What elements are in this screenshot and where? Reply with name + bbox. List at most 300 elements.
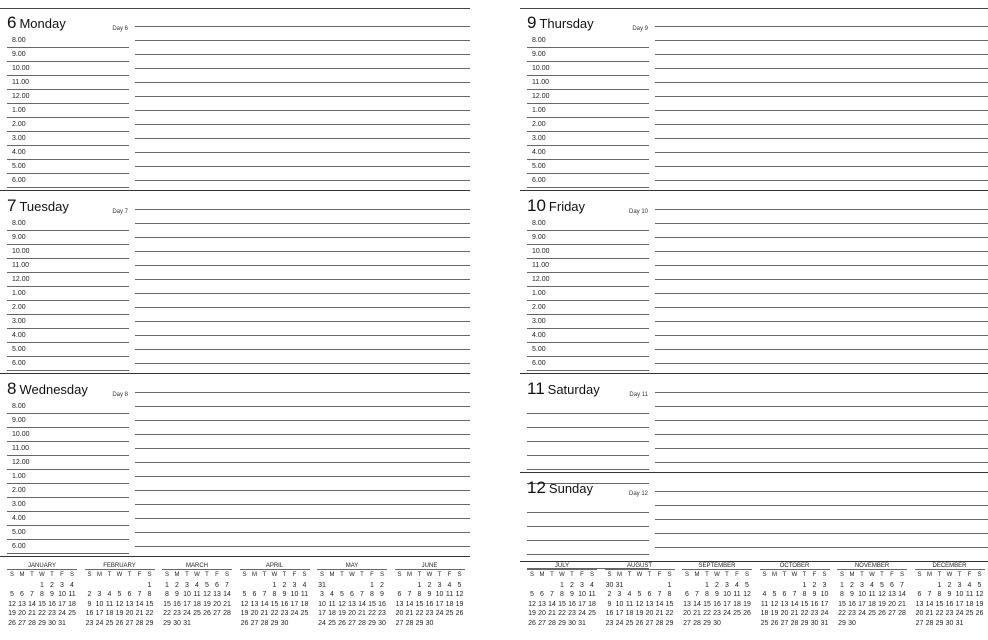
calendar-date: 4: [967, 581, 972, 589]
hour-slot[interactable]: 12.00: [527, 273, 649, 287]
hour-slot[interactable]: 2.00: [7, 301, 129, 315]
hour-slot[interactable]: 10.00: [7, 428, 129, 442]
hour-slot[interactable]: 6.00: [7, 174, 129, 188]
note-line[interactable]: [135, 491, 470, 505]
calendar-date: 10: [95, 600, 104, 608]
calendar-date: 8: [417, 591, 422, 598]
hour-slot[interactable]: 8.00: [527, 217, 649, 231]
note-line[interactable]: [135, 379, 470, 393]
calendar-date: 28: [898, 610, 906, 617]
calendar-date: 6: [917, 591, 922, 598]
calendar-date: 15: [665, 600, 674, 608]
calendar-date: 6: [890, 581, 894, 589]
calendar-date: [212, 619, 222, 629]
hour-slot[interactable]: 4.00: [7, 512, 129, 526]
note-line[interactable]: [655, 308, 988, 322]
hour-slot[interactable]: [527, 456, 649, 470]
day-date: [7, 379, 88, 400]
calendar-date: 9: [380, 591, 384, 598]
note-line[interactable]: [135, 196, 470, 210]
calendar-date: [625, 581, 635, 591]
note-line[interactable]: [655, 196, 988, 210]
calendar-date: 30: [48, 619, 56, 627]
note-line[interactable]: [135, 308, 470, 322]
calendar-date: 23: [605, 619, 614, 627]
weekday-initial: M: [849, 572, 855, 578]
hour-slot[interactable]: [527, 499, 649, 513]
note-line[interactable]: [135, 55, 470, 69]
calendar-date: 28: [223, 610, 231, 617]
calendar-date: 28: [925, 619, 934, 627]
note-line[interactable]: [655, 449, 988, 463]
calendar-date: 1: [165, 581, 169, 589]
calendar-date: 22: [800, 610, 809, 617]
calendar-date: 21: [790, 610, 799, 617]
calendar-date: 11: [733, 591, 741, 598]
note-line[interactable]: [655, 520, 988, 534]
note-line[interactable]: [135, 266, 470, 280]
calendar-date: 28: [405, 619, 414, 627]
day-divider: [0, 373, 470, 374]
calendar-date: [965, 619, 975, 629]
hour-slot[interactable]: 9.00: [527, 231, 649, 245]
note-line[interactable]: [655, 492, 988, 506]
mini-calendar-january: [7, 562, 77, 628]
note-line[interactable]: [655, 435, 988, 449]
hour-slot[interactable]: [527, 513, 649, 527]
calendar-date: 18: [300, 600, 309, 608]
calendar-date: 11: [105, 600, 114, 608]
calendar-date: 11: [625, 600, 634, 608]
calendar-date: 13: [780, 600, 789, 608]
hour-slot[interactable]: 2.00: [7, 484, 129, 498]
weekday-initial: T: [937, 572, 942, 578]
note-line[interactable]: [135, 139, 470, 153]
note-line[interactable]: [655, 167, 988, 181]
note-line[interactable]: [135, 336, 470, 350]
calendar-date: 14: [260, 600, 269, 608]
calendar-date: 14: [925, 600, 934, 608]
hour-slot[interactable]: 2.00: [527, 118, 649, 132]
hour-slot[interactable]: 9.00: [7, 231, 129, 245]
calendar-date: 29: [163, 619, 171, 627]
note-line[interactable]: [655, 266, 988, 280]
calendar-date: 13: [250, 600, 259, 608]
day-date: [527, 478, 593, 499]
note-line[interactable]: [135, 97, 470, 111]
hour-slot[interactable]: 5.00: [527, 160, 649, 174]
calendar-date: 29: [665, 619, 674, 627]
weekday-initial: T: [550, 572, 554, 578]
hour-slot[interactable]: 10.00: [7, 245, 129, 259]
calendar-date: 23: [713, 610, 721, 617]
hour-slot[interactable]: 2.00: [527, 301, 649, 315]
calendar-date: 24: [95, 619, 104, 627]
calendar-date: 12: [338, 600, 346, 608]
calendar-date: 20: [18, 610, 26, 617]
day-number: 8: [7, 379, 17, 398]
weekday-initial: S: [302, 572, 307, 578]
calendar-date: 2: [812, 581, 817, 589]
calendar-date: 21: [135, 610, 144, 617]
hour-slot[interactable]: 4.00: [527, 329, 649, 343]
hour-slot[interactable]: 1.00: [7, 470, 129, 484]
calendar-date: 25: [625, 619, 634, 627]
calendar-date: [125, 581, 135, 591]
calendar-date: 9: [715, 591, 719, 598]
hour-slot[interactable]: 3.00: [7, 315, 129, 329]
hour-slot[interactable]: 9.00: [7, 48, 129, 62]
calendar-date: 2: [87, 591, 92, 598]
hour-slot[interactable]: [527, 541, 649, 555]
weekday-initial: W: [791, 572, 798, 578]
hour-slot[interactable]: 3.00: [7, 132, 129, 146]
note-line[interactable]: [135, 153, 470, 167]
hour-slot[interactable]: 11.00: [527, 259, 649, 273]
calendar-date: 12: [635, 600, 644, 608]
weekday-initial: M: [407, 572, 412, 578]
note-line[interactable]: [135, 505, 470, 519]
left-planner-page: [0, 0, 470, 640]
note-line[interactable]: [135, 322, 470, 336]
hour-slot[interactable]: 12.00: [7, 273, 129, 287]
calendar-date: 2: [427, 581, 432, 589]
calendar-date: 12: [743, 591, 751, 598]
hour-slot[interactable]: [527, 428, 649, 442]
weekday-initial: S: [224, 572, 229, 578]
note-line[interactable]: [135, 167, 470, 181]
calendar-date: 17: [318, 610, 326, 617]
calendar-date: 29: [38, 619, 46, 627]
hour-slots: [7, 34, 129, 188]
note-line[interactable]: [655, 280, 988, 294]
calendar-date: 21: [223, 600, 231, 608]
note-line[interactable]: [655, 69, 988, 83]
calendar-date: 6: [252, 591, 257, 598]
note-line[interactable]: [135, 280, 470, 294]
calendar-date: 10: [183, 591, 191, 598]
calendar-date: 11: [965, 591, 974, 598]
calendar-date: [260, 581, 270, 591]
calendar-date: 12: [8, 600, 16, 608]
calendar-date: 2: [715, 581, 719, 589]
hour-slot[interactable]: 3.00: [7, 498, 129, 512]
hour-slot[interactable]: 11.00: [7, 442, 129, 456]
day-of-year-label: Day 8: [112, 392, 128, 398]
calendar-date: 8: [667, 591, 672, 598]
calendar-date: 1: [272, 581, 277, 589]
weekday-initial: W: [116, 572, 123, 578]
calendar-date: 22: [38, 610, 46, 617]
note-line[interactable]: [655, 393, 988, 407]
weekday-initial: T: [802, 572, 807, 578]
calendar-date: 13: [915, 600, 924, 608]
calendar-date: 25: [868, 610, 876, 617]
note-line[interactable]: [655, 379, 988, 393]
note-line[interactable]: [655, 83, 988, 97]
calendar-date: [395, 581, 405, 591]
weekday-initial: S: [762, 572, 767, 578]
note-line[interactable]: [655, 139, 988, 153]
hour-slot[interactable]: 6.00: [527, 357, 649, 371]
note-line[interactable]: [135, 393, 470, 407]
note-line[interactable]: [135, 294, 470, 308]
day-block-wednesday: [0, 379, 470, 557]
note-line[interactable]: [655, 125, 988, 139]
note-line[interactable]: [655, 506, 988, 520]
hour-slot[interactable]: 4.00: [7, 329, 129, 343]
calendar-date: 4: [447, 581, 452, 589]
calendar-date: 16: [85, 610, 94, 617]
calendar-date: 15: [38, 600, 46, 608]
calendar-date: 24: [615, 619, 624, 627]
hour-slot[interactable]: 9.00: [527, 48, 649, 62]
hour-slot[interactable]: 11.00: [7, 76, 129, 90]
hour-slot[interactable]: 3.00: [527, 315, 649, 329]
calendar-date: 2: [380, 581, 384, 589]
calendar-date: 26: [770, 619, 779, 627]
note-lines: [655, 478, 988, 548]
calendar-date: 3: [860, 581, 864, 589]
weekday-initial: F: [890, 572, 894, 578]
calendar-date: 25: [760, 619, 769, 627]
hour-slot[interactable]: 5.00: [7, 343, 129, 357]
calendar-date: 3: [725, 581, 729, 589]
hour-slot[interactable]: 12.00: [7, 90, 129, 104]
calendar-date: 24: [858, 610, 866, 617]
hour-slot[interactable]: 11.00: [527, 76, 649, 90]
note-line[interactable]: [135, 13, 470, 27]
calendar-date: 15: [163, 600, 171, 608]
calendar-date: 10: [820, 591, 829, 598]
month-name: JUNE: [395, 562, 465, 570]
day-name: Thursday: [539, 16, 594, 31]
calendar-date: 3: [320, 591, 324, 598]
hour-slot[interactable]: [527, 414, 649, 428]
note-line[interactable]: [135, 519, 470, 533]
note-line[interactable]: [135, 449, 470, 463]
day-divider: [0, 190, 470, 191]
hour-slot[interactable]: 2.00: [7, 118, 129, 132]
calendar-date: 1: [370, 581, 374, 589]
calendar-date: 13: [18, 600, 26, 608]
calendar-date: 7: [657, 591, 662, 598]
calendar-date: 12: [455, 591, 464, 598]
hour-slot[interactable]: 6.00: [7, 357, 129, 371]
calendar-date: 5: [880, 581, 884, 589]
note-line[interactable]: [135, 252, 470, 266]
weekday-initial: F: [580, 572, 584, 578]
note-line[interactable]: [135, 41, 470, 55]
calendar-date: 25: [588, 610, 596, 617]
weekday-initial: S: [667, 572, 672, 578]
note-line[interactable]: [135, 224, 470, 238]
calendar-date: 13: [395, 600, 404, 608]
note-line[interactable]: [135, 238, 470, 252]
calendar-date: 17: [183, 600, 191, 608]
hour-slot[interactable]: 12.00: [7, 456, 129, 470]
calendar-date: 9: [570, 591, 574, 598]
calendar-date: 19: [770, 610, 779, 617]
calendar-date: 10: [723, 591, 731, 598]
note-line[interactable]: [655, 224, 988, 238]
hour-slot[interactable]: 5.00: [527, 343, 649, 357]
note-line[interactable]: [655, 421, 988, 435]
hour-slot[interactable]: 8.00: [7, 34, 129, 48]
hour-slot[interactable]: 10.00: [7, 62, 129, 76]
note-line[interactable]: [655, 252, 988, 266]
hour-slot[interactable]: 4.00: [527, 146, 649, 160]
hour-slot[interactable]: 6.00: [7, 540, 129, 554]
calendar-date: 15: [415, 600, 424, 608]
calendar-date: 5: [977, 581, 982, 589]
note-line[interactable]: [655, 350, 988, 364]
weekday-initial: M: [772, 572, 777, 578]
hour-slot[interactable]: 12.00: [527, 90, 649, 104]
calendar-date: 9: [282, 591, 287, 598]
calendar-date: 10: [58, 591, 66, 598]
note-line[interactable]: [135, 463, 470, 477]
calendar-date: 12: [528, 600, 536, 608]
calendar-date: 23: [425, 610, 434, 617]
calendar-date: 25: [300, 610, 309, 617]
weekday-initial: W: [559, 572, 565, 578]
calendar-date: 8: [272, 591, 277, 598]
calendar-date: 24: [290, 610, 299, 617]
calendar-date: 22: [838, 610, 846, 617]
calendar-date: 8: [802, 591, 807, 598]
month-name: FEBRUARY: [85, 562, 155, 570]
mini-calendar-june: [395, 562, 465, 628]
note-line[interactable]: [135, 533, 470, 547]
calendar-date: [742, 619, 752, 629]
note-line[interactable]: [135, 350, 470, 364]
calendar-date: 8: [165, 591, 169, 598]
hour-slot[interactable]: 4.00: [7, 146, 129, 160]
calendar-date: 9: [850, 591, 854, 598]
note-line[interactable]: [655, 13, 988, 27]
note-line[interactable]: [655, 55, 988, 69]
calendar-date: 31: [578, 619, 586, 627]
hour-slot[interactable]: 1.00: [7, 287, 129, 301]
calendar-date: 4: [107, 591, 112, 598]
hour-slot[interactable]: 8.00: [7, 217, 129, 231]
month-name: JULY: [527, 562, 597, 570]
note-line[interactable]: [655, 27, 988, 41]
day-number: 7: [7, 196, 17, 215]
calendar-date: 12: [975, 591, 984, 598]
note-line[interactable]: [135, 111, 470, 125]
weekday-initial: S: [379, 572, 384, 578]
day-date: [527, 196, 585, 217]
calendar-date: 5: [637, 591, 642, 598]
note-line[interactable]: [135, 435, 470, 449]
hour-slot[interactable]: 5.00: [7, 526, 129, 540]
note-line[interactable]: [655, 97, 988, 111]
weekday-initial: F: [967, 572, 972, 578]
hour-slot[interactable]: 6.00: [527, 174, 649, 188]
note-line[interactable]: [655, 534, 988, 548]
day-block-saturday: [520, 379, 988, 473]
weekday-initial: T: [417, 572, 422, 578]
hour-slot[interactable]: 9.00: [7, 414, 129, 428]
hour-slot[interactable]: 1.00: [527, 287, 649, 301]
calendar-date: 22: [558, 610, 566, 617]
note-line[interactable]: [135, 125, 470, 139]
calendar-date: 2: [282, 581, 287, 589]
note-line[interactable]: [135, 69, 470, 83]
weekday-initial: M: [252, 572, 257, 578]
calendar-date: 20: [780, 610, 789, 617]
hour-slot[interactable]: 8.00: [7, 400, 129, 414]
hour-slot[interactable]: [527, 400, 649, 414]
calendar-date: 30: [425, 619, 434, 627]
note-line[interactable]: [655, 294, 988, 308]
note-line[interactable]: [655, 153, 988, 167]
calendar-date: 23: [378, 610, 386, 617]
calendar-date: 23: [568, 610, 576, 617]
note-line[interactable]: [655, 478, 988, 492]
hour-slot[interactable]: [527, 527, 649, 541]
calendar-date: 18: [68, 600, 76, 608]
note-line[interactable]: [135, 27, 470, 41]
hour-slot[interactable]: 11.00: [7, 259, 129, 273]
hour-slot[interactable]: 1.00: [527, 104, 649, 118]
calendar-date: 19: [743, 600, 751, 608]
calendar-date: 6: [215, 581, 219, 589]
calendar-date: 21: [693, 610, 701, 617]
note-line[interactable]: [655, 238, 988, 252]
note-line[interactable]: [135, 407, 470, 421]
hour-slot[interactable]: [527, 442, 649, 456]
calendar-date: 18: [965, 600, 974, 608]
hour-slot[interactable]: 5.00: [7, 160, 129, 174]
calendar-date: 24: [58, 610, 66, 617]
calendar-date: 30: [713, 619, 721, 627]
calendar-date: [780, 581, 790, 591]
note-line[interactable]: [655, 322, 988, 336]
note-line[interactable]: [135, 83, 470, 97]
calendar-date: 6: [397, 591, 402, 598]
hour-slot[interactable]: 8.00: [527, 34, 649, 48]
weekday-initial: M: [927, 572, 932, 578]
calendar-date: [692, 581, 702, 591]
calendar-date: 17: [435, 600, 444, 608]
note-line[interactable]: [655, 111, 988, 125]
note-line[interactable]: [135, 421, 470, 435]
note-line[interactable]: [655, 210, 988, 224]
hour-slot[interactable]: 1.00: [7, 104, 129, 118]
calendar-date: [527, 581, 537, 591]
hour-slot[interactable]: 10.00: [527, 62, 649, 76]
note-line[interactable]: [655, 336, 988, 350]
note-line[interactable]: [135, 477, 470, 491]
calendar-date: [290, 619, 300, 629]
calendar-date: 22: [703, 610, 711, 617]
calendar-date: 28: [790, 619, 799, 627]
calendar-date: 3: [617, 591, 622, 598]
mini-calendar-december: [915, 562, 985, 628]
calendar-date: 26: [338, 619, 346, 627]
note-line[interactable]: [135, 210, 470, 224]
calendar-date: [760, 581, 770, 591]
calendar-date: 4: [870, 581, 874, 589]
day-divider: [0, 556, 470, 557]
note-line[interactable]: [655, 407, 988, 421]
hour-slot[interactable]: 10.00: [527, 245, 649, 259]
note-line[interactable]: [655, 41, 988, 55]
hour-slot[interactable]: 3.00: [527, 132, 649, 146]
